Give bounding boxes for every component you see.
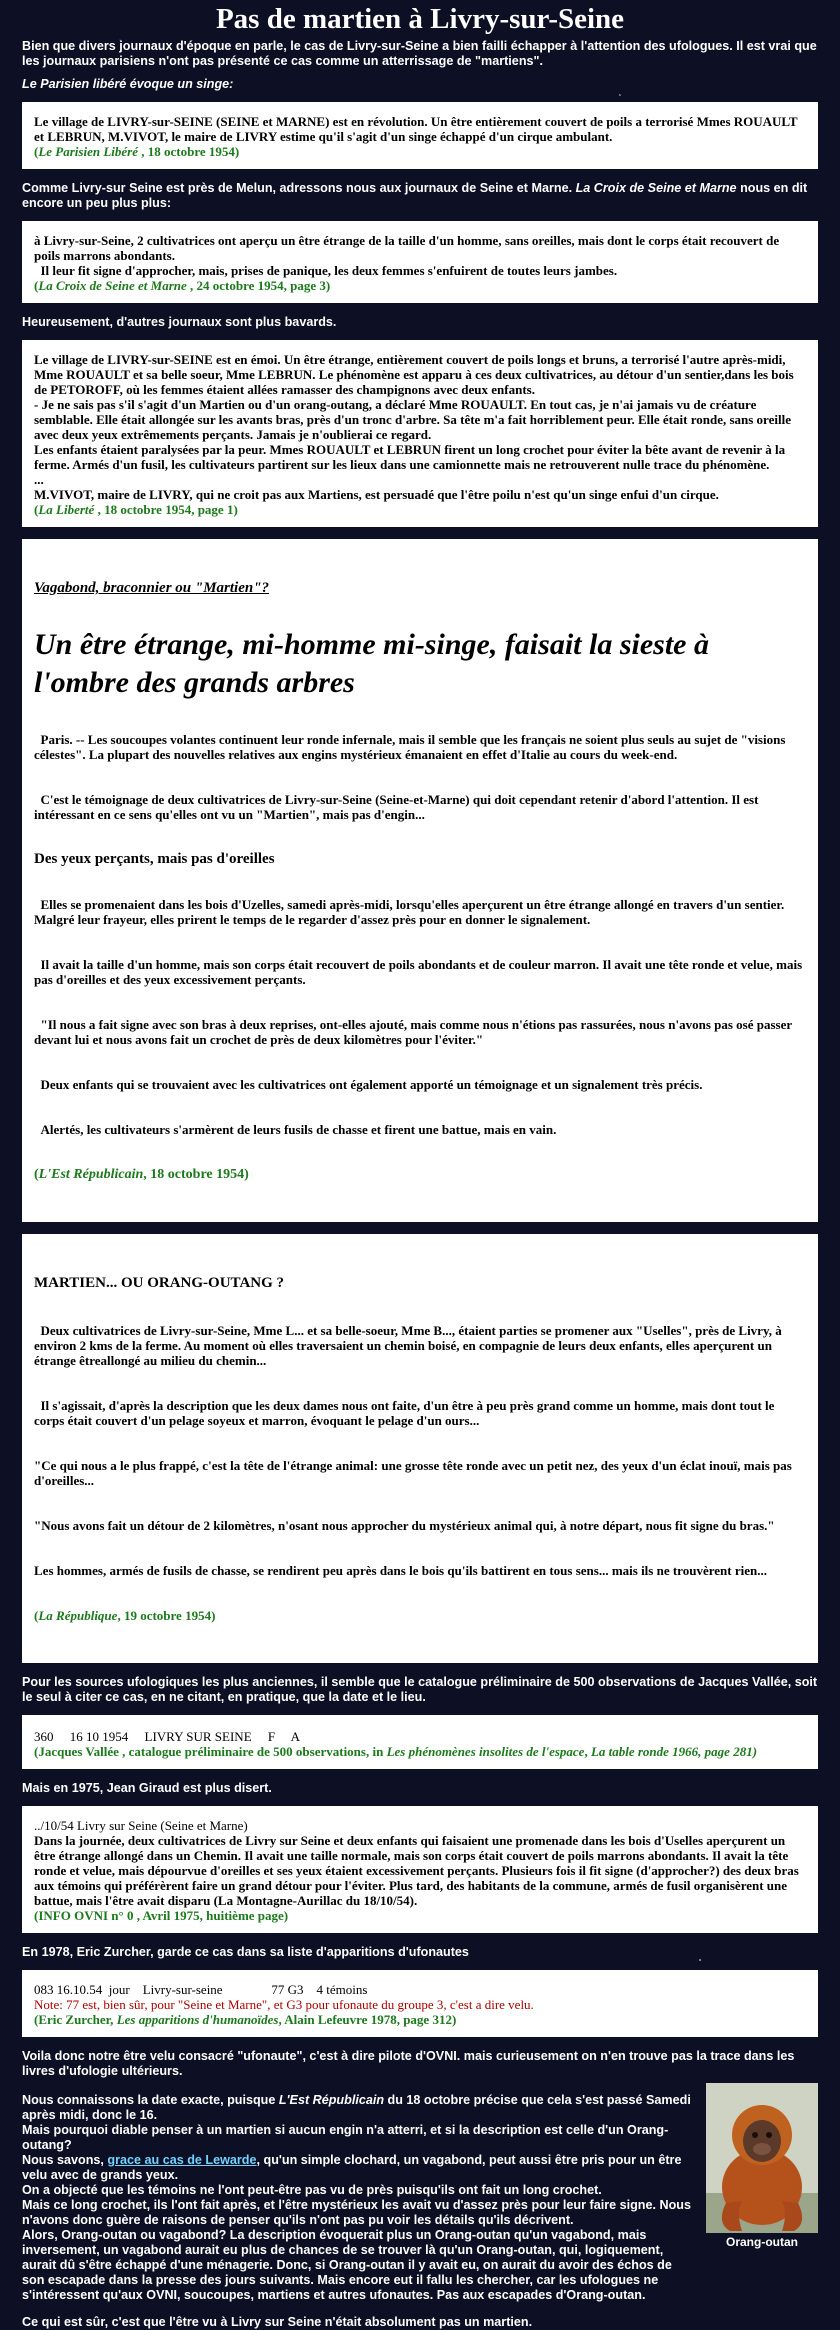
quote-parisien [22, 102, 818, 169]
quote-source: (Eric Zurcher, Les apparitions d'humanoïdes, Alain Lefeuvre 1978, page 312) [34, 2012, 457, 2027]
conclusion-text: On a objecté que les témoins ne l'ont peut-être pas vu de près puisqu'ils ont fait un long crochet. [22, 2183, 602, 2197]
article-headline: Un être étrange, mi-homme mi-singe, faisait la sieste à l'ombre des grands arbres [34, 628, 717, 699]
image-caption: Orang-outan [726, 2235, 798, 2249]
quote-republique [22, 1234, 818, 1663]
quote-text: Dans la journée, deux cultivatrices de Livry sur Seine et deux enfants qui faisaient une promenade dans les bois d'Uselles aperçurent un être étrange allongé dans un Chemin. Il avait une taille normale, mais son corps était couvert de poils marrons abondants. Il avait la tête ronde et velue, mais dépourvue d'oreilles et ses yeux étaient excessivement perçants. Plusieurs fois il fit signe (d'approcher?) des deux bras aux témoins qui préférèrent faire un grand détour pour l'éviter. Plus tard, des habitants de la commune, armés de fusil organisèrent une battue, mais l'être avait disparu (La Montagne-Aurillac du 18/10/54). [34, 1833, 799, 1908]
orangutan-photo [706, 2083, 818, 2233]
quote-source: (La Croix de Seine et Marne , 24 octobre 1954, page 3) [34, 278, 331, 293]
quote-text: ... [34, 472, 44, 487]
quote-text: Il leur fit signe d'approcher, mais, prises de panique, les deux femmes s'enfuirent de toutes leurs jambes. [34, 263, 618, 278]
quote-text: Il s'agissait, d'après la description que les deux dames nous ont faite, d'un être à peu près grand comme un homme, mais dont tout le corps était couvert d'un pelage soyeux et marron, évoquant le pelage d'un ours... [34, 1398, 778, 1428]
conclusion [22, 2049, 818, 2330]
conclusion-text: Mais ce long crochet, ils l'ont fait après, et l'être mystérieux les avait vu d'assez près pour leur faire signe. Nous n'avons donc guère de raisons de penser qu'ils n'ont pas pu voir les détails qu'ils décrivent. [22, 2198, 691, 2227]
quote-text: "Il nous a fait signe avec son bras à deux reprises, ont-elles ajouté, mais comme nous n'étions pas rassurées, nous n'avons pas osé passer devant lui et nous avons fait un crochet de près de deux kilomètres pour l'éviter." [34, 1017, 796, 1047]
quote-source: (Le Parisien Libéré , 18 octobre 1954) [34, 144, 240, 159]
quote-source: (INFO OVNI n° 0 , Avril 1975, huitième page) [34, 1908, 289, 1923]
lewarde-link[interactable]: grace au cas de Lewarde [107, 2153, 257, 2167]
quote-source: (Jacques Vallée , catalogue préliminaire de 500 observations, in Les phénomènes insolites de l'espace, La table ronde 1966, page 281) [34, 1744, 758, 1759]
quote-liberte [22, 340, 818, 527]
quote-text: Deux enfants qui se trouvaient avec les cultivatrices ont également apporté un témoignage et un signalement très précis. [34, 1077, 703, 1092]
conclusion-text: Mais pourquoi diable penser à un martien si aucun engin n'a atterri, et si la description est celle d'un Orang-outang? [22, 2123, 669, 2152]
vallee-intro: Pour les sources ufologiques les plus anciennes, il semble que le catalogue préliminaire de 500 observations de Jacques Vallée, soit le seul à citer ce cas, en ne citant, en pratique, que la date et le lieu. [22, 1675, 818, 1704]
quote-text: - Je ne sais pas s'il s'agit d'un Martien ou d'un orang-outang, a déclaré Mme ROUAULT. En tout cas, je n'ai jamais vu de créature semblable. Elle était allongée sur les avants bras, près d'un tronc d'arbre. Sa tête m'a fait horriblement peur. Elle était ronde, sans oreille avec deux yeux extrêmements perçants. Jamais je n'oublierai ce regard. [34, 397, 791, 442]
croix-intro: Comme Livry-sur Seine est près de Melun, adressons nous aux journaux de Seine et Marne. La Croix de Seine et Marne nous en dit encore un peu plus plus: [22, 181, 808, 210]
quote-source: (La République, 19 octobre 1954) [34, 1608, 216, 1623]
quote-giraud [22, 1806, 818, 1933]
quote-source: (La Liberté , 18 octobre 1954, page 1) [34, 502, 238, 517]
conclusion-text: Alors, Orang-outan ou vagabond? La description évoquerait plus un Orang-outan qu'un vagabond, mais inversement, un vagabond aurait eu plus de chances de se trouver là qu'un Orang-outan, qui, logiquement, aurait dû s'être échappé d'une ménagerie. Donc, si Orang-outan il y avait eu, on aurait du avoir des échos de son escapade dans la presse des jours suivants. Mais encore eut il fallu les chercher, car les ufologues ne s'intéressent qu'aux OVNI, soucoupes, martiens et autres ufonautes. Pas aux escapades d'Orang-outan. [22, 2228, 672, 2302]
catalogue-entry: 360 16 10 1954 LIVRY SUR SEINE F A [34, 1729, 301, 1744]
conclusion-text: Nous connaissons la date exacte, puisque L'Est Républicain du 18 octobre précise que cela s'est passé Samedi après midi, donc le 16. [22, 2093, 691, 2122]
parisien-intro: Le Parisien libéré évoque un singe: [22, 77, 234, 91]
quote-text: M.VIVOT, maire de LIVRY, qui ne croit pas aux Martiens, est persuadé que l'être poilu n'est qu'un singe enfui d'un cirque. [34, 487, 719, 502]
conclusion-final: Ce qui est sûr, c'est que l'être vu à Livry sur Seine n'était absolument pas un martien. [22, 2315, 533, 2329]
article-kicker: Vagabond, braconnier ou "Martien"? [34, 580, 270, 596]
quote-text: Les enfants étaient paralysées par la peur. Mmes ROUAULT et LEBRUN firent un long crochet pour éviter la bête avant de revenir à la ferme. Armés d'un fusil, les cultivateurs partirent sur les lieux dans une camionnette mais ne retrouverent nulle trace du phénomène. [34, 442, 786, 472]
intro-text: Bien que divers journaux d'époque en parle, le cas de Livry-sur-Seine a bien failli échapper à l'attention des ufologues. Il est vrai que les journaux parisiens n'ont pas présenté ce cas comme un atterrissage de "martiens". [22, 39, 817, 68]
quote-est-republicain [22, 539, 818, 1222]
quote-text: Le village de LIVRY-sur-SEINE est en émoi. Un être étrange, entièrement couvert de poils longs et bruns, a terrorisé l'autre après-midi, Mme ROUAULT et sa belle soeur, Mme LEBRUN. Le phénomène est apparu à ces deux cultivatrices, au détour d'un sentier,dans les bois de PETOROFF, où les femmes étaient allées ramasser des champignons avec deux enfants. [34, 352, 794, 397]
catalogue-entry: ../10/54 Livry sur Seine (Seine et Marne) [34, 1818, 248, 1833]
quote-text: "Nous avons fait un détour de 2 kilomètres, n'osant nous approcher du mystérieux animal qui, à notre départ, nous fit signe du bras." [34, 1518, 775, 1533]
quote-text: "Ce qui nous a le plus frappé, c'est la tête de l'étrange animal: une grosse tête ronde avec un petit nez, des yeux d'un éclat inouï, mais pas d'oreilles... [34, 1458, 796, 1488]
liberte-intro: Heureusement, d'autres journaux sont plus bavards. [22, 315, 337, 329]
page-title: Pas de martien à Livry-sur-Seine [215, 3, 625, 35]
quote-vallee [22, 1715, 818, 1769]
article-headline: MARTIEN... OU ORANG-OUTANG ? [34, 1275, 285, 1291]
conclusion-text: Nous savons, grace au cas de Lewarde, qu'un simple clochard, un vagabond, peut aussi être pris pour un être velu avec de grands yeux. [22, 2153, 682, 2182]
quote-text: C'est le témoignage de deux cultivatrices de Livry-sur-Seine (Seine-et-Marne) qui doit cependant retenir d'abord l'attention. Il est intéressant en ce sens qu'elles ont vu un "Martien", mais pas d'engin... [34, 792, 762, 822]
article-subhead: Des yeux perçants, mais pas d'oreilles [34, 851, 275, 867]
quote-source: (L'Est Républicain, 18 octobre 1954) [34, 1167, 249, 1182]
catalogue-entry: 083 16.10.54 jour Livry-sur-seine 77 G3 4 témoins [34, 1982, 368, 1997]
quote-text: Les hommes, armés de fusils de chasse, se rendirent peu après dans le bois qu'ils battirent en tous sens... mais ils ne trouvèrent rien... [34, 1563, 767, 1578]
giraud-intro: Mais en 1975, Jean Giraud est plus disert. [22, 1781, 272, 1795]
quote-text: Le village de LIVRY-sur-SEINE (SEINE et MARNE) est en révolution. Un être entièrement couvert de poils a terrorisé Mmes ROUAULT et LEBRUN, M.VIVOT, le maire de LIVRY estime qu'il s'agit d'un singe échappé d'un cirque ambulant. [34, 114, 798, 144]
conclusion-text: Voila donc notre être velu consacré "ufonaute", c'est à dire pilote d'OVNI. mais curieusement on n'en trouve pas la trace dans les livres d'ufologie ultérieurs. [22, 2049, 795, 2078]
catalogue-note: Note: 77 est, bien sûr, pour "Seine et Marne", et G3 pour ufonaute du groupe 3, c'est a dire velu. [34, 1997, 534, 2012]
quote-text: Elles se promenaient dans les bois d'Uzelles, samedi après-midi, lorsqu'elles aperçurent un être étrange allongé en travers d'un sentier. Malgré leur frayeur, elles prirent le temps de le regarder d'assez près pour en donner le signalement. [34, 897, 788, 927]
quote-text: Il avait la taille d'un homme, mais son corps était recouvert de poils abondants et de couleur marron. Il avait une tête ronde et velue, mais pas d'oreilles et des yeux excessivement perçants. [34, 957, 806, 987]
quote-zurcher [22, 1970, 818, 2037]
quote-croix [22, 221, 818, 303]
quote-text: Paris. -- Les soucoupes volantes continuent leur ronde infernale, mais il semble que les français ne soient plus seuls au sujet de "visions célestes". La plupart des nouvelles relatives aux engins mystérieux émanaient en effet d'Italie au cours du week-end. [34, 732, 789, 762]
zurcher-intro: En 1978, Eric Zurcher, garde ce cas dans sa liste d'apparitions d'ufonautes [22, 1945, 469, 1959]
quote-text: Alertés, les cultivateurs s'armèrent de leurs fusils de chasse et firent une battue, mais en vain. [34, 1122, 557, 1137]
orangutan-figure [706, 2083, 818, 2250]
quote-text: Deux cultivatrices de Livry-sur-Seine, Mme L... et sa belle-soeur, Mme B..., étaient parties se promener aux "Uselles", près de Livry, à environ 2 kms de la ferme. Au moment où elles traversaient un chemin boisé, en compagnie de leurs deux enfants, elles aperçurent un étrange êtreallongé au milieu du chemin... [34, 1323, 785, 1368]
quote-text: à Livry-sur-Seine, 2 cultivatrices ont aperçu un être étrange de la taille d'un homme, sans oreilles, mais dont le corps était recouvert de poils marrons abondants. [34, 233, 780, 263]
